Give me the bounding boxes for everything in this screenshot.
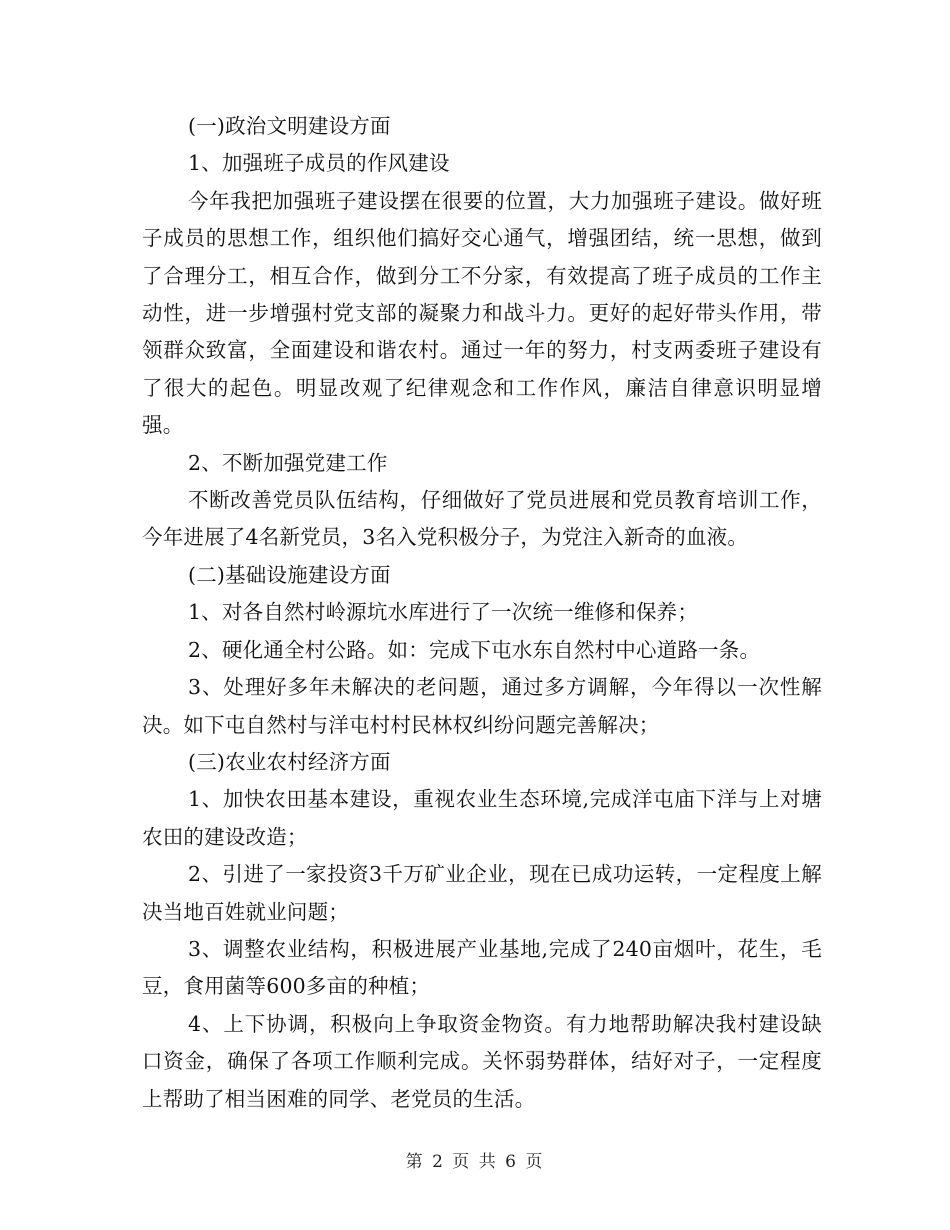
- page-number-footer: 第 2 页 共 6 页: [405, 1152, 545, 1172]
- item-old-problems: 3、处理好多年未解决的老问题，通过多方调解，今年得以一次性解决。如下屯自然村与洋屯村村民林权纠纷问题完善解决；: [142, 675, 822, 737]
- item-road-hardening: 2、硬化通全村公路。如：完成下屯水东自然村中心道路一条。: [188, 637, 761, 662]
- paragraph-team-building: 今年我把加强班子建设摆在很要的位置，大力加强班子建设。做好班子成员的思想工作，组织他们搞好交心通气，增强团结，统一思想，做到了合理分工，相互合作，做到分工不分家，有效提高了班子成员的工作主动性，进一步增强村党支部的凝聚力和战斗力。更好的起好带头作用，带领群众致富，全面建设和谐农村。通过一年的努力，村支两委班子建设有了很大的起色。明显改观了纪律观念和工作作风，廉洁自律意识明显增强。: [142, 188, 822, 438]
- subheading-party-building: 2、不断加强党建工作: [188, 450, 388, 475]
- item-farmland-construction: 1、加快农田基本建设，重视农业生态环境,完成洋屯庙下洋与上对塘农田的建设改造；: [142, 787, 822, 849]
- section-heading-agriculture: (三)农业农村经济方面: [188, 749, 391, 774]
- item-agricultural-structure: 3、调整农业结构，积极进展产业基地,完成了240亩烟叶，花生，毛豆，食用菌等600多亩的种植；: [142, 936, 822, 999]
- paragraph-party-members: 不断改善党员队伍结构，仔细做好了党员进展和党员教育培训工作，今年进展了4名新党员，3名入党积极分子，为党注入新奇的血液。: [142, 488, 822, 550]
- item-reservoir-maintenance: 1、对各自然村岭源坑水库进行了一次统一维修和保养；: [188, 600, 699, 625]
- subheading-team-style: 1、加强班子成员的作风建设: [188, 151, 450, 176]
- document-body: [142, 108, 822, 1118]
- item-funding-coordination: 4、上下协调，积极向上争取资金物资。有力地帮助解决我村建设缺口资金，确保了各项工作顺利完成。关怀弱势群体，结好对子，一定程度上帮助了相当困难的同学、老党员的生活。: [142, 1011, 822, 1111]
- section-heading-infrastructure: (二)基础设施建设方面: [188, 562, 391, 587]
- item-mining-investment: 2、引进了一家投资3千万矿业企业，现在已成功运转，一定程度上解决当地百姓就业问题；: [142, 862, 822, 924]
- section-heading-political: (一)政治文明建设方面: [188, 114, 391, 138]
